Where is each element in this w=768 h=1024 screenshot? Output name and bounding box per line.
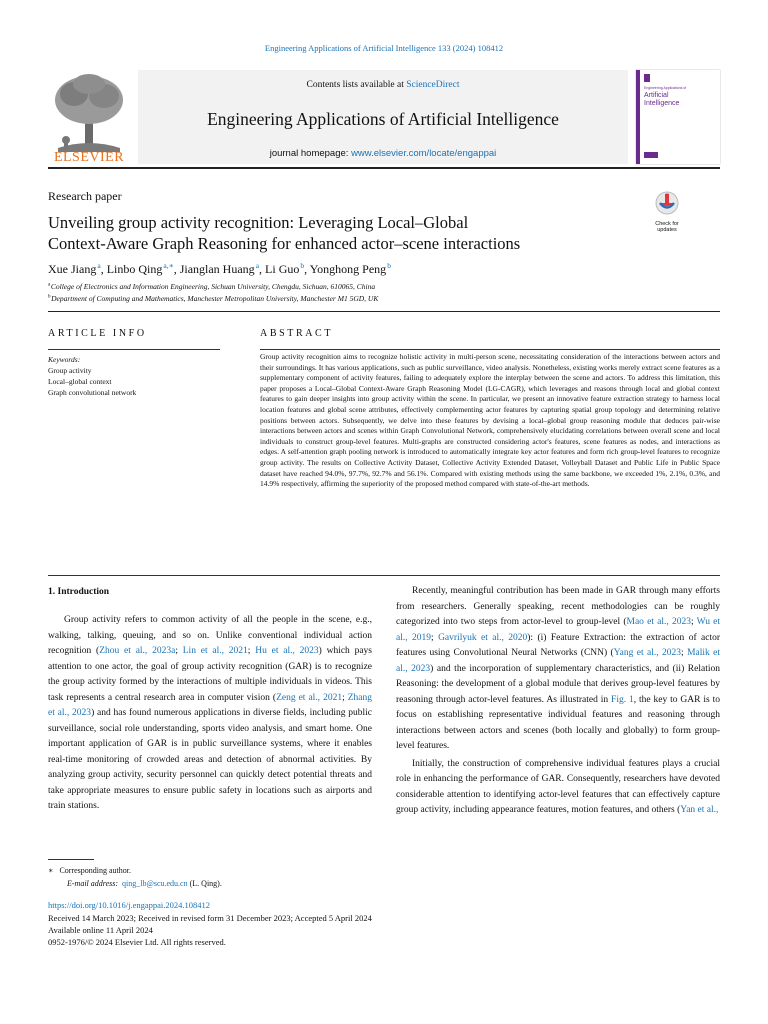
abstract-rule [260,349,720,350]
figure-link[interactable]: Fig. 1 [611,694,634,705]
abstract-bottom-rule [48,575,720,576]
author-affiliation-mark[interactable]: a,∗ [163,261,174,270]
author-affiliation-mark[interactable]: b [387,261,391,270]
cover-title-small: Engineering Applications of [644,86,687,90]
homepage-line: journal homepage: www.elsevier.com/locate/engappai [269,148,497,159]
keywords-label: Keywords: [48,355,81,364]
title-line-1: Unveiling group activity recognition: Leveraging Local–Global [48,213,469,232]
author-affiliation-mark[interactable]: a [97,261,101,270]
crossmark-icon [642,190,692,216]
journal-title: Engineering Applications of Artificial Intelligence [207,109,559,129]
cover-title-line1: Artificial [644,92,669,99]
footnote-corresponding: ∗ Corresponding author. [48,866,131,875]
intro-paragraph-3: Initially, the construction of comprehensive individual features plays a crucial role in enhancing the performance of GAR. Consequently, researchers have devoted considerable attention to identifying actor-level features that can effectively capture group activity, including appearance features, motion features, and others (Yan et al., [396,758,720,815]
section-heading-introduction: 1. Introduction [48,587,110,597]
email-link[interactable]: qing_lb@scu.edu.cn [122,879,188,888]
journal-reference[interactable]: Engineering Applications of Artificial Intelligence 133 (2024) 108412 [264,43,504,53]
author-affiliation-mark[interactable]: a [255,261,260,270]
citation-link[interactable]: Wu et al., 2019 [396,617,720,643]
article-type: Research paper [48,189,122,203]
citation-link[interactable]: Zhou et al., 2023a [99,646,176,656]
elsevier-logo[interactable] [48,70,130,166]
journal-homepage-link[interactable]: www.elsevier.com/locate/engappai [351,148,497,159]
citation-link[interactable]: Gavrilyuk et al., 2020 [438,632,528,643]
cover-bottom-badge [644,152,658,158]
header-rule [48,167,720,169]
citation-link[interactable]: Malik et al., 2023 [396,648,721,674]
body-column-left [48,613,372,815]
citation-link[interactable]: Zhang et al., 2023 [48,692,373,718]
citation-link[interactable]: Yan et al., [680,805,719,815]
crossmark-line2: updates [657,227,677,233]
author: Jianglan Huang [179,262,255,276]
publisher-name: ELSEVIER [53,150,125,165]
keywords-block [48,354,220,398]
citation-link[interactable]: Yang et al., 2023 [613,648,682,658]
article-info-heading: ARTICLE INFO [48,328,147,339]
footnote-rule [48,859,94,860]
doi-link[interactable]: https://doi.org/10.1016/j.engappai.2024.108412 [48,900,211,910]
keyword: Group activity [48,366,92,375]
abstract-text: Group activity recognition aims to recognize holistic activity in multi-person scene, necessitating consideration of the interactions between actors and their surroundings. It has various applications, such as public surveillance, video analysis. Nonetheless, existing works merely extract scene features as a supplementary component of activity features, failing to adequately explore the interplay between the scene and actors. To address this limitation, this paper proposes a Local–Global Context-Aware Graph Reasoning Model (LG-CAGR), which leverages and reasons through local and global context features to gain deeper insights into group activity within the scene. In particular, we present an innovative feature extraction strategy to harness local location features and global scene attributes, effectively complementing actor features by capturing spatial group topology and determining relative positions between actors. Subsequently, we delve into these features by devising a local–global group reasoning module that deduces pair-wise interactions between actors and scenes within Graph Convolutional Network, comprehensively elucidating correlations between overall scene and local individuals to construct group-level features. Multi-graphs are constructed considering actor's features, scene features as nodes, and interactions as edges. A self-attention graph pooling network is introduced to automatically integrate key actor features and form rich group-level features to recognize group activity. The results on Collective Activity Dataset, Collective Activity Extended Dataset, Volleyball Dataset and Public Life in Public Space dataset have reached 94.0%, 97.7%, 92.7% and 56.1%. Compared with existing methods using the same backbone, we exceeded 1%, 2.1%, 0.3%, and 14.9% respectively, affirming the superiority of the proposed method compared with state-of-the-art methods. [260,352,720,489]
intro-paragraph-2: Recently, meaningful contribution has been made in GAR through many efforts from researchers. Generally speaking, recent methodologies can be roughly categorized into two steps from actor-level to group-level (Mao et al., 2023; Wu et al., 2019; Gavrilyuk et al., 2020): (i) Feature Extraction: the extraction of actor features using Convolutional Neural Networks (CNN) (Yang et al., 2023; Malik et al., 2023) and the incorporation of supplementary characteristics, and (ii) Relation Reasoning: the development of a global module that derives group-level features by reasoning through actor-level features. As illustrated in Fig. 1, the key to GAR is to focus on establishing representative individual features and reasoning through interactions between actors and scenes (both locally and globally) to form group-level features. [396,586,721,751]
author: Yonghong Peng [309,262,387,276]
author: Li Guo [265,262,300,276]
crossmark-line1: Check for [655,221,679,227]
keyword: Local–global context [48,377,112,386]
cover-title-line2: Intelligence [644,100,680,107]
keyword: Graph convolutional network [48,388,137,397]
journal-header [138,70,628,164]
citation-link[interactable]: Zeng et al., 2021 [276,692,343,703]
contents-line: Contents lists available at ScienceDirect [306,80,460,90]
affiliation-a: $^a$ College of Electronics and Information Engineering, Sichuan University, Chengdu, Sichuan, 610065, China [48,282,376,291]
article-info-rule [48,349,220,350]
received-dates: Received 14 March 2023; Received in revised form 31 December 2023; Accepted 5 April 2024 [48,913,372,923]
title-line-2: Context-Aware Graph Reasoning for enhanced actor–scene interactions [48,234,521,253]
check-for-updates-badge[interactable] [642,190,692,232]
citation-link[interactable]: Hu et al., 2023 [255,646,319,656]
sciencedirect-link[interactable]: ScienceDirect [406,80,460,90]
author: Xue Jiang [48,262,97,276]
cover-logo-icon [644,74,650,82]
citation-link[interactable]: Mao et al., 2023 [626,617,691,627]
cover-side-stripe [636,70,640,164]
author-affiliation-mark[interactable]: b [300,261,305,270]
body-column-right [396,584,720,819]
journal-cover-thumbnail[interactable] [636,70,720,164]
abstract-heading: ABSTRACT [260,328,334,339]
affiliation-b: $^b$ Department of Computing and Mathematics, Manchester Metropolitan University, Manchester M1 5GD, UK [48,294,379,303]
article-title [48,212,608,254]
author-list: Xue Jiang $^a$, Linbo Qing $^{a,∗}$, Jianglan Huang $^a$, Li Guo $^b$, Yonghong Peng $^b$ [48,261,391,276]
intro-paragraph-1: Group activity refers to common activity of all the people in the scene, e.g., walking, talking, queuing, and so on. Unlike conventional individual action recognition (Zhou et al., 2023a; Lin et al., 2021; Hu et al., 2023) which pays attention to one actor, the goal of group activity recognition (GAR) is to recognize the group activity formed by the interactions of multiple individuals in videos. This task represents a central research area in computer vision (Zeng et al., 2021; Zhang et al., 2023) and has found numerous applications in diverse fields, including public surveillance, social role understanding, sports video analysis, and smart home. One important application of GAR is in public surveillance systems, where it enables real-time monitoring of crowded areas and detection of abnormal activities. By analyzing group activity, security personnel can quickly detect potential threats and take appropriate measures to ensure public safety in locations such as airports and train stations. [48,615,373,811]
available-online: Available online 11 April 2024 [48,925,153,935]
footnote-email: E-mail address: qing_lb@scu.edu.cn (L. Qing). [67,879,222,888]
citation-link[interactable]: Lin et al., 2021 [182,646,248,656]
copyright: 0952-1976/© 2024 Elsevier Ltd. All rights reserved. [48,937,226,947]
authors-rule [48,311,720,312]
author: Linbo Qing [106,262,163,276]
